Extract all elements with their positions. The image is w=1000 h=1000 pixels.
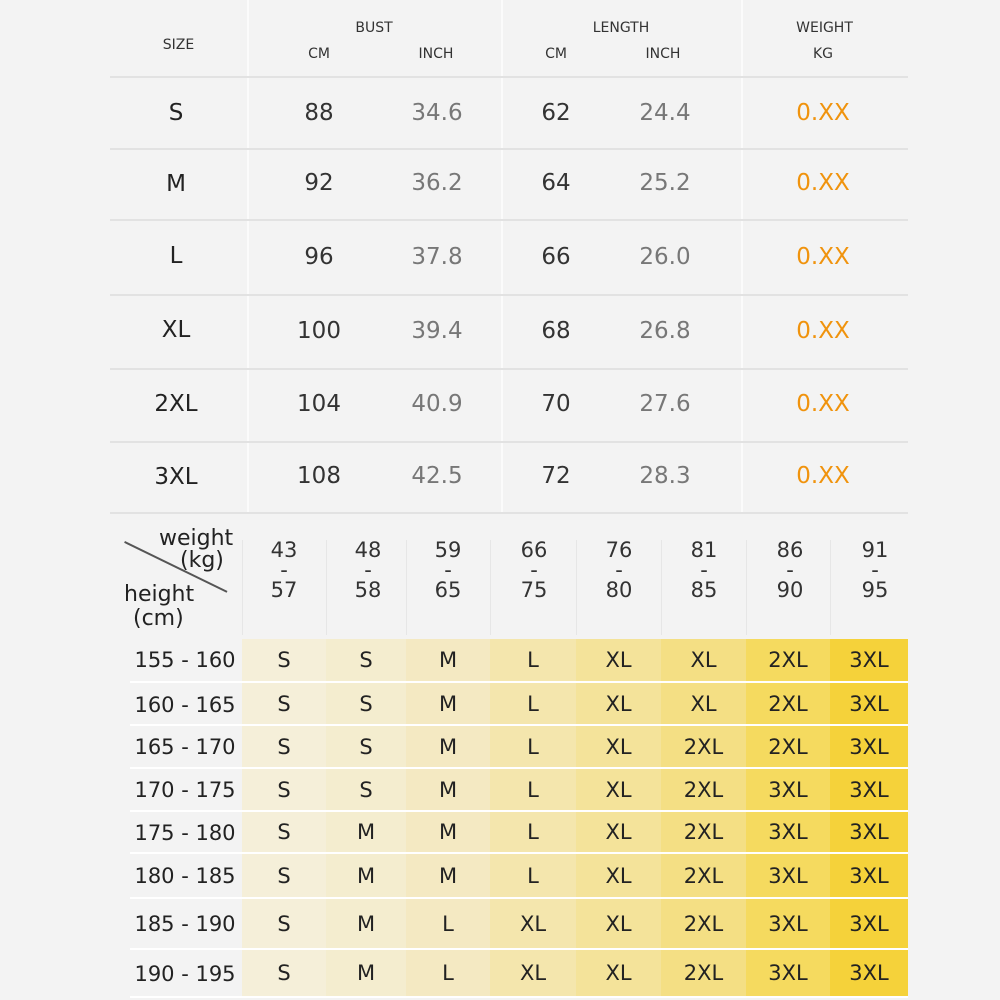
bust-cm-value: 108 [297, 463, 341, 489]
size-cell: S [242, 683, 326, 724]
weight-to: 90 [776, 578, 804, 602]
bust-cm-value: 96 [304, 244, 334, 270]
size-cell: S [326, 769, 406, 810]
height-axis-label: height [124, 582, 195, 607]
weight-from: 91 [861, 538, 889, 562]
size-cell: XL [576, 854, 661, 897]
weight-dash: - [280, 558, 288, 582]
size-cell: S [242, 812, 326, 852]
size-cell: S [242, 639, 326, 681]
weight-value: 0.XX [796, 318, 850, 344]
size-label: S [168, 100, 184, 126]
size-cell: M [406, 769, 490, 810]
header-divider [326, 540, 327, 635]
row-divider [110, 76, 908, 78]
weight-range-header [674, 540, 734, 600]
row-divider [130, 724, 908, 726]
size-cell: L [406, 899, 490, 948]
row-divider [130, 948, 908, 950]
weight-range-header [845, 540, 905, 600]
bust-cm-value: 104 [297, 391, 341, 417]
length-cm-value: 68 [541, 318, 571, 344]
header-bust-cm: CM [308, 46, 330, 62]
row-divider [110, 219, 908, 221]
size-cell: M [406, 854, 490, 897]
weight-axis-label: weight [159, 526, 234, 551]
weight-to: 58 [354, 578, 382, 602]
row-divider [110, 512, 908, 514]
size-cell: XL [576, 639, 661, 681]
weight-dash: - [786, 558, 794, 582]
length-cm-value: 62 [541, 100, 571, 126]
size-cell: XL [576, 726, 661, 767]
size-cell: S [242, 726, 326, 767]
size-cell: 3XL [830, 899, 908, 948]
length-cm-value: 70 [541, 391, 571, 417]
row-divider [110, 148, 908, 150]
height-range-label: 165 - 170 [134, 735, 236, 759]
size-cell: 2XL [661, 950, 746, 996]
row-divider [130, 996, 908, 998]
size-cell: L [490, 854, 576, 897]
bust-cm-value: 92 [304, 170, 334, 196]
size-cell: XL [576, 769, 661, 810]
size-cell: 2XL [661, 899, 746, 948]
weight-range-header [504, 540, 564, 600]
weight-from: 48 [354, 538, 382, 562]
weight-range-header [418, 540, 478, 600]
weight-dash: - [444, 558, 452, 582]
size-cell: M [326, 899, 406, 948]
height-unit-label: (cm) [133, 606, 184, 631]
measurement-table [110, 0, 908, 514]
weight-dash: - [871, 558, 879, 582]
size-cell: 3XL [830, 854, 908, 897]
size-label: 2XL [154, 391, 198, 417]
weight-value: 0.XX [796, 244, 850, 270]
header-divider [242, 540, 243, 635]
size-cell: L [490, 683, 576, 724]
row-divider [110, 441, 908, 443]
length-inch-value: 28.3 [639, 463, 691, 489]
size-cell: L [490, 639, 576, 681]
length-cm-value: 66 [541, 244, 571, 270]
height-range-label: 175 - 180 [134, 821, 236, 845]
length-inch-value: 26.8 [639, 318, 691, 344]
length-inch-value: 27.6 [639, 391, 691, 417]
length-inch-value: 24.4 [639, 100, 691, 126]
size-label: XL [161, 317, 191, 343]
weight-to: 65 [434, 578, 462, 602]
row-divider [130, 681, 908, 683]
size-cell: XL [576, 950, 661, 996]
size-cell: M [406, 683, 490, 724]
length-inch-value: 25.2 [639, 170, 691, 196]
weight-to: 75 [520, 578, 548, 602]
weight-value: 0.XX [796, 170, 850, 196]
height-range-label: 160 - 165 [134, 693, 236, 717]
size-cell: 3XL [830, 726, 908, 767]
size-cell: M [406, 639, 490, 681]
weight-to: 95 [861, 578, 889, 602]
size-cell: 2XL [661, 769, 746, 810]
header-length: LENGTH [592, 20, 650, 36]
size-cell: M [406, 812, 490, 852]
weight-from: 43 [270, 538, 298, 562]
length-cm-value: 64 [541, 170, 571, 196]
bust-inch-value: 34.6 [411, 100, 463, 126]
header-length-cm: CM [545, 46, 567, 62]
size-cell: M [406, 726, 490, 767]
size-cell: L [490, 769, 576, 810]
row-divider [110, 368, 908, 370]
height-range-label: 190 - 195 [134, 962, 236, 986]
weight-range-header [338, 540, 398, 600]
size-cell: 3XL [830, 683, 908, 724]
size-cell: L [490, 726, 576, 767]
weight-range-header [589, 540, 649, 600]
row-divider [130, 767, 908, 769]
weight-value: 0.XX [796, 100, 850, 126]
header-bust: BUST [355, 20, 393, 36]
header-divider [746, 540, 747, 635]
row-divider [110, 294, 908, 296]
row-divider [130, 897, 908, 899]
size-cell: 2XL [661, 812, 746, 852]
weight-value: 0.XX [796, 391, 850, 417]
size-label: M [166, 171, 186, 197]
size-cell: 2XL [746, 639, 830, 681]
weight-from: 81 [690, 538, 718, 562]
header-divider [406, 540, 407, 635]
size-cell: XL [490, 899, 576, 948]
height-range-label: 180 - 185 [134, 864, 236, 888]
length-inch-value: 26.0 [639, 244, 691, 270]
size-cell: S [326, 639, 406, 681]
weight-range-header [760, 540, 820, 600]
size-cell: S [326, 683, 406, 724]
header-divider [830, 540, 831, 635]
size-cell: M [326, 950, 406, 996]
header-length-inch: INCH [645, 46, 681, 62]
size-cell: 3XL [830, 639, 908, 681]
size-cell: XL [576, 812, 661, 852]
weight-dash: - [700, 558, 708, 582]
weight-from: 66 [520, 538, 548, 562]
weight-unit-label: (kg) [180, 548, 224, 573]
weight-dash: - [530, 558, 538, 582]
size-cell: 3XL [746, 899, 830, 948]
size-cell: S [242, 950, 326, 996]
size-cell: 3XL [746, 812, 830, 852]
size-cell: 2XL [746, 683, 830, 724]
size-cell: 3XL [746, 854, 830, 897]
length-cm-value: 72 [541, 463, 571, 489]
size-cell: M [326, 812, 406, 852]
bust-cm-value: 100 [297, 318, 341, 344]
weight-range-header [254, 540, 314, 600]
size-cell: L [406, 950, 490, 996]
weight-to: 85 [690, 578, 718, 602]
height-range-label: 170 - 175 [134, 778, 236, 802]
height-range-label: 185 - 190 [134, 912, 236, 936]
header-weight-kg: KG [812, 46, 834, 62]
weight-to: 80 [605, 578, 633, 602]
weight-to: 57 [270, 578, 298, 602]
size-cell: S [326, 726, 406, 767]
header-size: SIZE [162, 37, 195, 53]
size-cell: XL [576, 683, 661, 724]
size-cell: S [242, 899, 326, 948]
weight-value: 0.XX [796, 463, 850, 489]
size-cell: S [242, 854, 326, 897]
size-cell: 2XL [661, 854, 746, 897]
size-label: 3XL [154, 464, 198, 490]
bust-inch-value: 42.5 [411, 463, 463, 489]
size-cell: XL [661, 639, 746, 681]
size-cell: 2XL [746, 726, 830, 767]
size-cell: 3XL [830, 769, 908, 810]
size-label: L [169, 243, 183, 269]
bust-inch-value: 36.2 [411, 170, 463, 196]
size-cell: 3XL [746, 950, 830, 996]
weight-from: 59 [434, 538, 462, 562]
size-cell: XL [490, 950, 576, 996]
header-divider [661, 540, 662, 635]
size-cell: XL [576, 899, 661, 948]
header-bust-inch: INCH [418, 46, 454, 62]
bust-inch-value: 37.8 [411, 244, 463, 270]
size-cell: 2XL [661, 726, 746, 767]
weight-dash: - [364, 558, 372, 582]
size-cell: 3XL [830, 812, 908, 852]
weight-dash: - [615, 558, 623, 582]
size-cell: L [490, 812, 576, 852]
weight-from: 86 [776, 538, 804, 562]
size-cell: M [326, 854, 406, 897]
header-divider [490, 540, 491, 635]
bust-cm-value: 88 [304, 100, 334, 126]
size-cell: S [242, 769, 326, 810]
bust-inch-value: 39.4 [411, 318, 463, 344]
size-cell: 3XL [830, 950, 908, 996]
weight-from: 76 [605, 538, 633, 562]
bust-inch-value: 40.9 [411, 391, 463, 417]
header-divider [576, 540, 577, 635]
height-range-label: 155 - 160 [134, 648, 236, 672]
size-cell: 3XL [746, 769, 830, 810]
row-divider [130, 852, 908, 854]
size-cell: XL [661, 683, 746, 724]
row-divider [130, 810, 908, 812]
header-weight: WEIGHT [796, 20, 853, 36]
